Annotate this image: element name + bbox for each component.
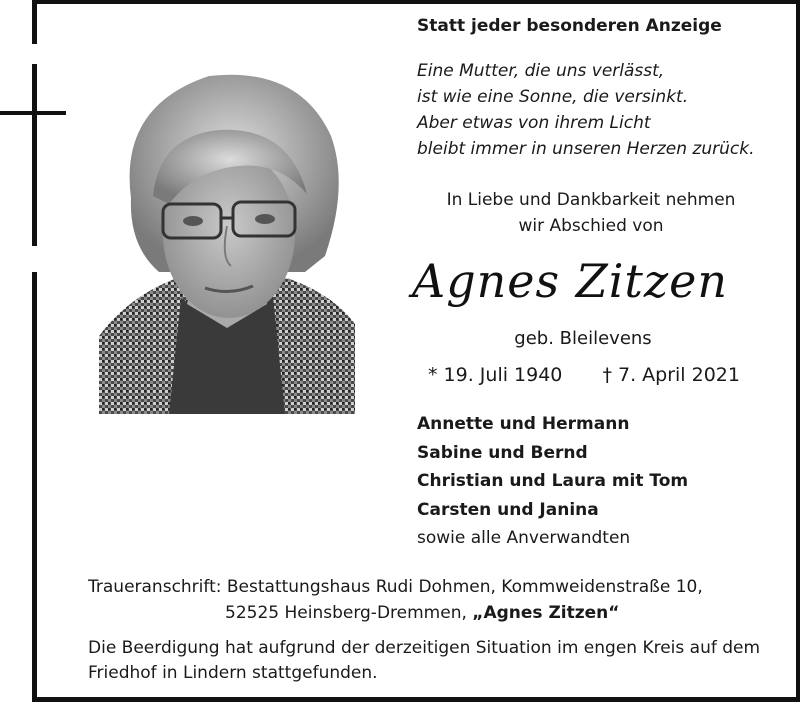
birth-name: geb. Bleilevens: [514, 328, 652, 349]
frame-left-border-lower: [32, 272, 37, 702]
deceased-name: Agnes Zitzen: [412, 254, 728, 308]
poem-line: ist wie eine Sonne, die versinkt.: [417, 87, 689, 107]
intro-text: [418, 187, 764, 239]
address-reference: „Agnes Zitzen“: [472, 603, 620, 623]
mourner-entry: Carsten und Janina: [417, 499, 599, 520]
poem-line: Aber etwas von ihrem Licht: [417, 113, 651, 133]
mourners-list: [417, 410, 688, 553]
intro-line: In Liebe und Dankbarkeit nehmen: [446, 190, 736, 210]
poem-line: Eine Mutter, die uns verlässt,: [417, 61, 665, 81]
poem: [417, 58, 755, 162]
intro-line: wir Abschied von: [518, 216, 664, 236]
relatives-line: sowie alle Anverwandten: [417, 528, 631, 548]
headline: Statt jeder besonderen Anzeige: [417, 16, 722, 36]
address-line-1: Traueranschrift: Bestattungshaus Rudi Dohmen, Kommweidenstraße 10,: [88, 577, 703, 597]
cross-horizontal-bar: [0, 111, 66, 115]
birth-date: * 19. Juli 1940: [428, 364, 563, 386]
address-line-2: [88, 600, 703, 626]
poem-line: bleibt immer in unseren Herzen zurück.: [417, 139, 755, 159]
life-dates: [428, 364, 740, 386]
death-date: † 7. April 2021: [602, 364, 740, 386]
frame-top-border: [32, 0, 800, 4]
mourner-entry: Annette und Hermann: [417, 414, 630, 434]
mourning-address: [88, 574, 703, 626]
frame-left-border: [32, 0, 37, 44]
cross-vertical-bar: [32, 64, 37, 246]
mourner-entry: Sabine und Bernd: [417, 442, 588, 463]
frame-right-border: [796, 0, 800, 702]
frame-bottom-border: [32, 697, 800, 702]
mourner-entry: Christian und Laura mit Tom: [417, 471, 689, 491]
address-city: 52525 Heinsberg-Dremmen,: [225, 603, 473, 623]
portrait-photo: [99, 66, 355, 414]
funeral-notice: Die Beerdigung hat aufgrund der derzeitigen Situation im engen Kreis auf dem Friedhof in Lindern stattgefunden.: [88, 638, 761, 683]
